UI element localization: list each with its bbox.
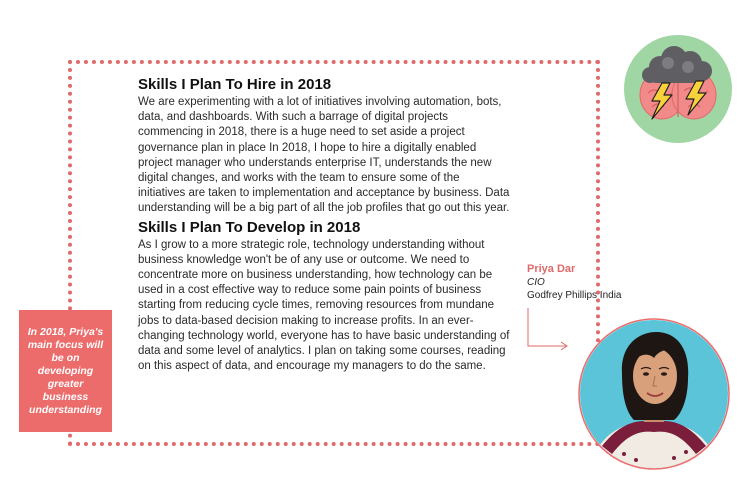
brain-storm-lightning-icon	[622, 33, 734, 145]
person-portrait-avatar	[578, 318, 730, 470]
article-content	[138, 76, 510, 374]
person-organization: Godfrey Phillips India	[527, 290, 622, 301]
pull-quote-text: In 2018, Priya's main focus will be on developing greater business understanding	[27, 325, 104, 416]
person-credit	[527, 262, 622, 302]
person-name: Priya Dar	[527, 263, 576, 275]
section-body-develop: As I grow to a more strategic role, technology understanding without business knowledge won't be of any use or outcome. We need to concentrate more on business understanding, how technology can be used in a cost effective way to reduce some pain points of business starting from reducing cycle times, removing resources from mundane jobs to data-based decision making to increase profits. In an ever-changing technology world, everyone has to have basic understanding of data and some level of analytics. I plan on taking some courses, reading on this aspect of data, and encourage my managers to do the same.	[138, 238, 510, 373]
elbow-arrow-right-icon	[526, 308, 572, 352]
person-title: CIO	[527, 277, 545, 288]
section-heading-develop: Skills I Plan To Develop in 2018	[138, 218, 361, 236]
section-body-hire: We are experimenting with a lot of initiatives involving automation, bots, data, and dashboards. With such a barrage of digital projects commencing in 2018, there is a huge need to set aside a project governance plan in place In 2018, I hope to hire a digitally enabled project manager who understands enterprise IT, understands the new digital changes, and works with the team to ensure some of the initiatives are taken to implementation and acceptance by business. Data understanding will be a big part of all the job profiles that go out this year.	[138, 96, 510, 215]
section-heading-hire: Skills I Plan To Hire in 2018	[138, 76, 332, 93]
pull-quote-callout	[19, 310, 112, 432]
